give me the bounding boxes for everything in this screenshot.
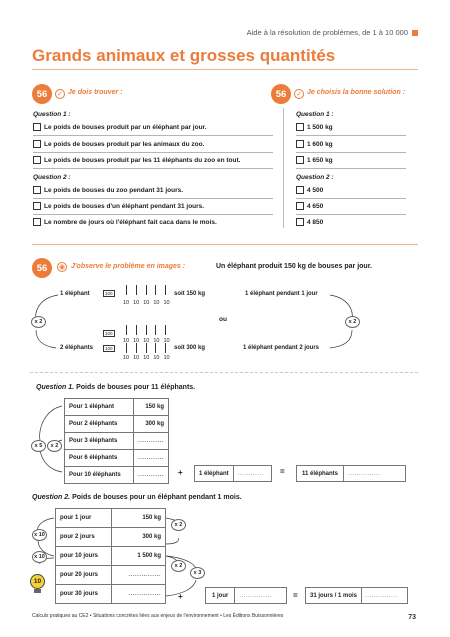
ten-bar bbox=[136, 285, 137, 295]
ten-bar bbox=[155, 325, 156, 335]
ten-bar bbox=[155, 285, 156, 295]
footer-credit: Calculs pratiques au CE2 • Situations concrètes liées aux enjeux de l'environnement • Les Éditions Buissonnières bbox=[32, 613, 284, 619]
q1-option-3[interactable]: Le poids de bouses produit par les 11 éléphants du zoo en tout. bbox=[33, 156, 240, 164]
table-row: pour 30 jours ............... bbox=[56, 585, 166, 604]
x2-pill: x 2 bbox=[47, 440, 62, 452]
title-rule bbox=[32, 69, 418, 70]
ten-bar bbox=[126, 285, 127, 295]
ten-labels: 10 10 10 10 10 bbox=[123, 300, 170, 306]
statement: Un éléphant produit 150 kg de bouses par jour. bbox=[216, 263, 372, 270]
option-line bbox=[296, 168, 406, 169]
one-elephant-label: 1 éléphant bbox=[60, 291, 90, 297]
x3-pill: x 3 bbox=[190, 567, 205, 579]
check-icon: ✓ bbox=[55, 89, 65, 99]
q1-option-1[interactable]: Le poids de bouses produit par un éléphant par jour. bbox=[33, 123, 207, 131]
q1-label-right: Question 1 : bbox=[296, 111, 334, 118]
x5-pill: x 5 bbox=[31, 440, 46, 452]
q2-label: Question 2 : bbox=[33, 174, 71, 181]
bulb-base bbox=[34, 589, 41, 593]
checkbox[interactable] bbox=[33, 140, 41, 148]
x2-pill-left: x 2 bbox=[31, 316, 46, 328]
soit-300: soit 300 kg bbox=[174, 345, 206, 351]
checkbox[interactable] bbox=[296, 156, 304, 164]
orange-square-icon bbox=[412, 30, 418, 36]
exercise-number: 56 bbox=[32, 84, 52, 104]
q1-option-2[interactable]: Le poids de bouses produit par les animaux du zoo. bbox=[33, 140, 204, 148]
q1-add-box: 1 éléphant ............ bbox=[194, 465, 272, 482]
exercise-number-right: 56 bbox=[271, 84, 291, 104]
ten-bar bbox=[136, 343, 137, 353]
table-row: Pour 1 éléphant 150 kg bbox=[65, 399, 169, 416]
option-line bbox=[33, 168, 273, 169]
checkbox[interactable] bbox=[296, 140, 304, 148]
q2-option-3[interactable]: Le nombre de jours où l'éléphant fait caca dans le mois. bbox=[33, 218, 217, 226]
q1-label: Question 1 : bbox=[33, 111, 71, 118]
column-divider bbox=[283, 108, 284, 228]
table-row: Pour 10 éléphants ............ bbox=[65, 467, 169, 484]
ten-bar bbox=[136, 325, 137, 335]
ten-bar bbox=[126, 343, 127, 353]
one-elephant-2days: 1 éléphant pendant 2 jours bbox=[243, 345, 320, 351]
option-line bbox=[296, 152, 406, 153]
x2-pill: x 2 bbox=[171, 519, 186, 531]
table-row: Pour 6 éléphants ............ bbox=[65, 450, 169, 467]
two-elephants-label: 2 éléphants bbox=[60, 345, 94, 351]
option-line bbox=[33, 135, 273, 136]
q2-label-right: Question 2 : bbox=[296, 174, 334, 181]
q2-solution-1[interactable]: 4 500 bbox=[296, 186, 323, 194]
q1-result-box: 11 éléphants ............... bbox=[296, 465, 406, 482]
ten-bar bbox=[165, 285, 166, 295]
checkbox[interactable] bbox=[33, 186, 41, 194]
ten-labels: 10 10 10 10 10 bbox=[123, 355, 170, 361]
option-line bbox=[33, 152, 273, 153]
answer-blank[interactable]: ............... bbox=[348, 470, 381, 477]
answer-blank[interactable]: ............... bbox=[239, 592, 272, 599]
x2-pill: x 2 bbox=[171, 560, 186, 572]
option-line bbox=[296, 214, 406, 215]
eye-icon: ◉ bbox=[58, 264, 66, 271]
answer-blank[interactable]: ............ bbox=[134, 450, 169, 467]
plus-sign: + bbox=[178, 592, 183, 601]
choose-title: Je choisis la bonne solution : bbox=[307, 89, 406, 96]
ou-label: ou bbox=[219, 316, 227, 323]
checkbox[interactable] bbox=[33, 123, 41, 131]
answer-blank[interactable]: ............ bbox=[134, 433, 169, 450]
answer-blank[interactable]: ............... bbox=[112, 566, 166, 585]
running-header bbox=[247, 28, 418, 37]
answer-blank[interactable]: ............... bbox=[112, 585, 166, 604]
section-rule bbox=[32, 244, 418, 245]
answer-blank[interactable]: ............... bbox=[365, 592, 398, 599]
q1-solution-2[interactable]: 1 600 kg bbox=[296, 140, 333, 148]
q2-add-box: 1 jour ............... bbox=[205, 587, 287, 604]
find-title: Je dois trouver : bbox=[68, 89, 123, 96]
question2-heading: Question 2. Poids de bouses pour un éléphant pendant 1 mois. bbox=[32, 494, 242, 501]
checkbox[interactable] bbox=[33, 218, 41, 226]
answer-blank[interactable]: ............ bbox=[134, 467, 169, 484]
question2-table bbox=[55, 508, 166, 604]
table-row: pour 2 jours 300 kg bbox=[56, 528, 166, 547]
table-row: Pour 2 éléphants 300 kg bbox=[65, 416, 169, 433]
option-line bbox=[33, 198, 273, 199]
q2-result-box: 31 jours / 1 mois ............... bbox=[305, 587, 408, 604]
question1-heading: Question 1. Poids de bouses pour 11 éléphants. bbox=[36, 384, 196, 391]
ten-bar bbox=[146, 285, 147, 295]
ten-bars bbox=[126, 325, 166, 335]
x10-pill: x 10 bbox=[32, 529, 47, 541]
q1-solution-3[interactable]: 1 650 kg bbox=[296, 156, 333, 164]
hundred-chip: 100 bbox=[105, 291, 113, 296]
lightbulb-icon: 10 bbox=[30, 574, 46, 592]
ten-bar bbox=[146, 343, 147, 353]
q2-option-2[interactable]: Le poids de bouses d'un éléphant pendant 31 jours. bbox=[33, 202, 204, 210]
checkbox[interactable] bbox=[296, 186, 304, 194]
checkbox[interactable] bbox=[296, 123, 304, 131]
equals-sign: = bbox=[280, 467, 285, 476]
page-title: Grands animaux et grosses quantités bbox=[32, 46, 336, 65]
option-line bbox=[296, 135, 406, 136]
q2-solution-2[interactable]: 4 650 bbox=[296, 202, 323, 210]
table-row: pour 20 jours ............... bbox=[56, 566, 166, 585]
q2-option-1[interactable]: Le poids de bouses du zoo pendant 31 jours. bbox=[33, 186, 183, 194]
checkbox[interactable] bbox=[296, 218, 304, 226]
table-row: Pour 3 éléphants ............ bbox=[65, 433, 169, 450]
checkbox[interactable] bbox=[33, 156, 41, 164]
option-line bbox=[296, 198, 406, 199]
checkbox[interactable] bbox=[33, 202, 41, 210]
observe-title: J'observe le problème en images : bbox=[71, 263, 186, 270]
x10-pill: x 10 bbox=[32, 551, 47, 563]
option-line bbox=[33, 214, 273, 215]
checkbox[interactable] bbox=[296, 202, 304, 210]
check-icon-right: ✓ bbox=[294, 89, 304, 99]
x2-pill-right: x 2 bbox=[345, 316, 360, 328]
answer-blank[interactable]: ............ bbox=[237, 470, 264, 477]
ten-labels: 10 10 10 10 10 bbox=[123, 338, 170, 344]
ten-bar bbox=[165, 343, 166, 353]
plus-sign: + bbox=[178, 468, 183, 477]
divider bbox=[30, 372, 418, 373]
ten-bar bbox=[126, 325, 127, 335]
equals-sign: = bbox=[293, 591, 298, 600]
ten-bar bbox=[165, 325, 166, 335]
ten-bar bbox=[155, 343, 156, 353]
ten-bar bbox=[146, 325, 147, 335]
hundred-chip: 100 bbox=[105, 346, 113, 351]
question1-table bbox=[64, 398, 169, 484]
q1-solution-1[interactable]: 1 500 kg bbox=[296, 123, 333, 131]
one-elephant-1day: 1 éléphant pendant 1 jour bbox=[245, 291, 318, 297]
ten-bars bbox=[126, 285, 166, 295]
soit-150: soit 150 kg bbox=[174, 291, 206, 297]
running-title: Aide à la résolution de problèmes, de 1 à 10 000 bbox=[246, 28, 408, 37]
exercise-number-b: 56 bbox=[32, 258, 52, 278]
hundred-chip: 100 bbox=[105, 331, 113, 336]
q2-solution-3[interactable]: 4 850 bbox=[296, 218, 323, 226]
table-row: pour 1 jour 150 kg bbox=[56, 509, 166, 528]
page-number: 73 bbox=[408, 614, 416, 621]
ten-bars bbox=[126, 343, 166, 353]
table-row: pour 10 jours 1 500 kg bbox=[56, 547, 166, 566]
